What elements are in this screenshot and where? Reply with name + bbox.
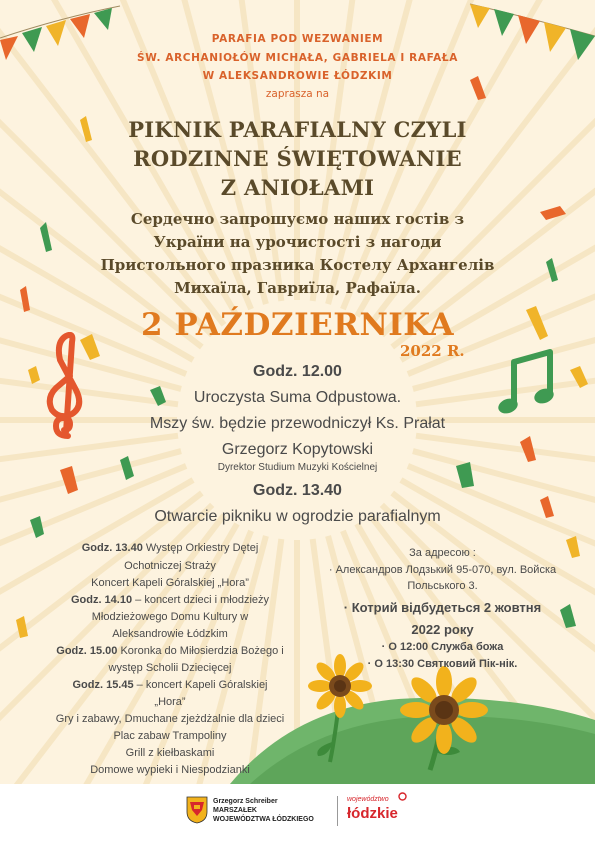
schedule-item [0, 577, 340, 589]
schedule-item [0, 662, 340, 674]
schedule-item [0, 628, 340, 640]
schedule-text: Plac zabaw Trampoliny [113, 730, 227, 742]
ukrainian-intro-line2: України на урочистості з нагоди [153, 233, 442, 251]
parish-name-line1: PARAFIA POD WEZWANIEM [211, 33, 384, 45]
sponsor-region: WOJEWÓDZTWA ŁÓDZKIEGO [213, 816, 314, 823]
parish-name-line2: ŚW. ARCHANIOŁÓW MICHAŁA, GABRIELA I RAFAŁA [137, 52, 458, 64]
schedule-text: Gry i zabawy, Dmuchane zjeżdżalnie dla dzieci [55, 713, 285, 725]
schedule-item [0, 747, 340, 759]
event-year: 2022 R. [400, 342, 465, 360]
schedule-text: Ochotniczej Straży [124, 560, 216, 572]
schedule-item [0, 594, 340, 606]
schedule-text: Młodzieżowego Domu Kultury w [91, 611, 249, 623]
event-title-line2: RODZINNE ŚWIĘTOWANIE [133, 146, 462, 171]
music-note-icon [498, 348, 556, 420]
schedule-text: „Hora” [154, 696, 186, 708]
ukrainian-intro-line4: Михаїла, Гавриїла, Рафаїла. [174, 279, 421, 297]
schedule-item [0, 611, 340, 623]
schedule-item [0, 764, 340, 776]
parish-name-line3: W ALEKSANDROWIE ŁÓDZKIM [202, 70, 393, 82]
region-logo-big: łódzkie [347, 805, 398, 822]
priest-name: Grzegorz Kopytowski [221, 441, 374, 458]
event-title-line1: PIKNIK PARAFIALNY CZYLI [128, 117, 467, 142]
region-logo-small: województwo [347, 796, 389, 803]
priest-role: Dyrektor Studium Muzyki Kościelnej [217, 462, 378, 473]
schedule-item [0, 542, 340, 554]
schedule-text: Aleksandrowie Łódzkim [112, 628, 228, 640]
schedule-text: Grill z kiełbaskami [125, 747, 215, 759]
schedule-time: Godz. 14.10 [70, 594, 133, 606]
ua-schedule-item-2: · О 13:30 Святковий Пік-нік. [367, 658, 518, 670]
event-title-line3: Z ANIOŁAMI [220, 175, 375, 200]
schedule-item [0, 679, 340, 691]
schedule-text: Występ Orkiestry Dętej [142, 542, 259, 554]
ua-schedule-item-1: · О 12:00 Служба божа [381, 641, 504, 653]
schedule-item [0, 696, 340, 708]
footer-divider [337, 796, 338, 826]
picnic-opening: Otwarcie pikniku w ogrodzie parafialnym [154, 508, 441, 525]
schedule-item [0, 560, 340, 572]
ukrainian-intro-line3: Пристольного празника Костелу Архангелів [100, 256, 495, 274]
schedule-text: Koronka do Miłosierdzia Bożego i [117, 645, 284, 657]
address-line2: Польського 3. [407, 580, 478, 592]
schedule-text: – koncert Kapeli Góralskiej [133, 679, 268, 691]
address-line1: · Александров Лодзький 95-070, вул. Войска [328, 564, 557, 576]
program-time-1: Godz. 12.00 [253, 363, 342, 380]
ukrainian-intro-line1: Сердечно запрошуємо наших гостів з [130, 210, 465, 228]
event-date-ua-line1: · Котрий відбудеться 2 жовтня [343, 600, 542, 615]
sponsor-title: MARSZAŁEK [213, 807, 257, 814]
schedule-item [0, 645, 340, 657]
schedule-time: Godz. 15.00 [56, 645, 118, 657]
address-label: За адресою : [409, 547, 476, 559]
mass-presider: Mszy św. będzie przewodniczył Ks. Prałat [149, 415, 446, 432]
schedule-text: występ Scholii Dziecięcej [108, 662, 232, 674]
coat-of-arms-icon [186, 796, 208, 824]
event-date-ua-line2: 2022 року [411, 622, 474, 637]
schedule-item [0, 713, 340, 725]
schedule-time: Godz. 13.40 [81, 542, 143, 554]
invite-text: zaprasza na [265, 88, 330, 100]
schedule-time: Godz. 15.45 [72, 679, 134, 691]
program-time-2: Godz. 13.40 [253, 482, 342, 499]
schedule-text: – koncert dzieci i młodzieży [132, 594, 270, 606]
sunflower-icon [296, 652, 595, 772]
sponsor-name: Grzegorz Schreiber [213, 798, 278, 805]
footer [0, 784, 595, 842]
schedule-text: Domowe wypieki i Niespodzianki [90, 764, 250, 776]
mass-title: Uroczysta Suma Odpustowa. [193, 389, 402, 406]
schedule-item [0, 730, 340, 742]
region-logo-mark [398, 792, 407, 801]
event-date: 2 PAŹDZIERNIKA [140, 307, 455, 343]
schedule-text: Koncert Kapeli Góralskiej „Hora” [91, 577, 249, 589]
